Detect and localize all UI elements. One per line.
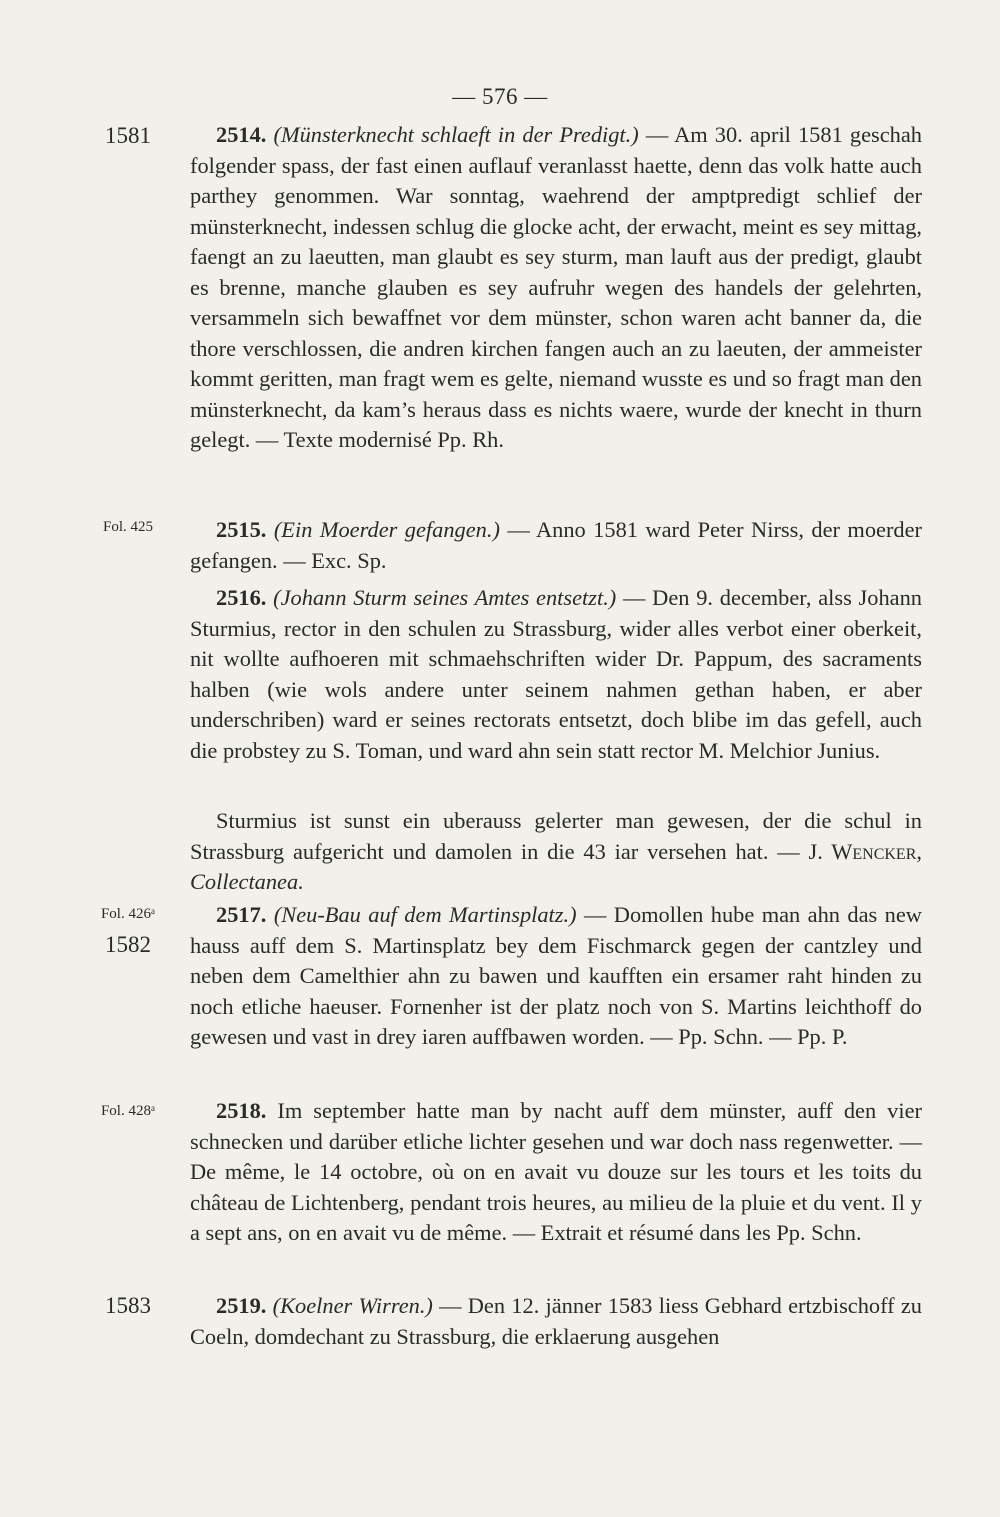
entry-title: (Münsterknecht schlaeft in der Predigt.)	[273, 122, 639, 147]
note-text: Sturmius ist sunst ein uberauss gelerter man gewesen, der die schul in Strassburg aufgericht und damolen in die 43 iar versehen hat. —	[190, 808, 922, 864]
entry-number: 2517.	[216, 902, 267, 927]
entry-text: — Den 12. jänner 1583 liess Gebhard ertzbischoff zu Coeln, domdechant zu Strassburg, die erklaerung ausgehen	[190, 1293, 922, 1349]
entry-number: 2514.	[216, 122, 267, 147]
entry-number: 2516.	[216, 585, 267, 610]
page-number: — 576 —	[452, 84, 548, 109]
entry-2516	[190, 583, 922, 766]
margin-folio-425: Fol. 425	[102, 519, 153, 535]
entry-number: 2518.	[216, 1098, 267, 1123]
entry-title: (Ein Moerder gefangen.)	[273, 517, 500, 542]
entry-title: (Koelner Wirren.)	[272, 1293, 433, 1318]
entry-title: (Johann Sturm seines Amtes entsetzt.)	[273, 585, 617, 610]
entry-text: — Anno 1581 ward Peter Nirss, der moerder gefangen. — Exc. Sp.	[190, 517, 923, 573]
entry-number: 2515.	[216, 517, 267, 542]
entry-text: — Domollen hube man ahn das new hauss auff dem S. Martinsplatz bey dem Fischmarck gegen der cantzley und neben dem Camelthier ahn zu bawen und kaufften ein ersamer raht hinden zu noch etliche haeuser. Fornenher ist der platz noch von S. Martins leichthoff do gewesen und vast in drey iaren auffbawen worden. — Pp. Schn. — Pp. P.	[190, 902, 922, 1049]
margin-year-1582: 1582	[105, 932, 151, 957]
entry-2519	[190, 1291, 922, 1352]
entry-2514	[190, 120, 922, 456]
entry-number: 2519.	[216, 1293, 267, 1318]
margin-folio-428a: Fol. 428ᵃ	[100, 1103, 156, 1119]
entry-2515	[190, 515, 922, 576]
margin-year-1583: 1583	[105, 1293, 151, 1318]
entry-text: — Am 30. april 1581 geschah folgender spass, der fast einen auflauf veranlasst haette, denn das volk hatte auch parthey genommen. War sonntag, waehrend der amptpredigt schlief der münsterknecht, indessen schlug die glocke acht, der erwacht, meint es sey mittag, faengt an zu laeutten, man glaubt es sey sturm, man lauft aus der predigt, glaubt es brenne, manche glauben es sey aufruhr wegen des handels der gelehrten, versammeln sich bewaffnet vor dem münster, schon waren acht banner da, die thore verschlossen, die andren kirchen fangen auch an zu laeuten, der ammeister kommt geritten, man fragt wem es gelte, niemand wusste es und so fragt man den münsterknecht, da kam’s heraus dass es nichts waere, wurde der knecht in thurn gelegt. — Texte modernisé Pp. Rh.	[190, 122, 922, 452]
entry-text: Im september hatte man by nacht auff dem münster, auff den vier schnecken und darüber etliche lichter gesehen und war doch nass regenwetter. — De même, le 14 octobre, où on en avait vu douze sur les tours et les toits du château de Lichtenberg, pendant trois heures, au milieu de la pluie et du vent. Il y a sept ans, on en avait vu de même. — Extrait et résumé dans les Pp. Schn.	[190, 1098, 922, 1245]
entry-title: (Neu-Bau auf dem Martinsplatz.)	[273, 902, 577, 927]
note-work: Collectanea.	[190, 869, 304, 894]
entry-2518	[190, 1096, 922, 1249]
entry-2517	[190, 900, 922, 1053]
note-author: J. Wencker,	[808, 838, 922, 864]
margin-folio-426a: Fol. 426ᵃ	[100, 906, 156, 922]
entry-text: — Den 9. december, alss Johann Sturmius, rector in den schulen zu Strassburg, wider alles verbot einer oberkeit, nit wollte aufhoeren mit schmaehschriften wider Dr. Pappum, des sacraments halben (wie wols andere unter seinem nahmen gethan haben, er aber underschriben) ward er seines rectorats entsetzt, doch blibe im das gefell, auch die probstey zu S. Toman, und ward ahn sein statt rector M. Melchior Junius.	[190, 585, 922, 763]
sturmius-note	[190, 806, 922, 898]
margin-year-1581: 1581	[105, 123, 151, 148]
